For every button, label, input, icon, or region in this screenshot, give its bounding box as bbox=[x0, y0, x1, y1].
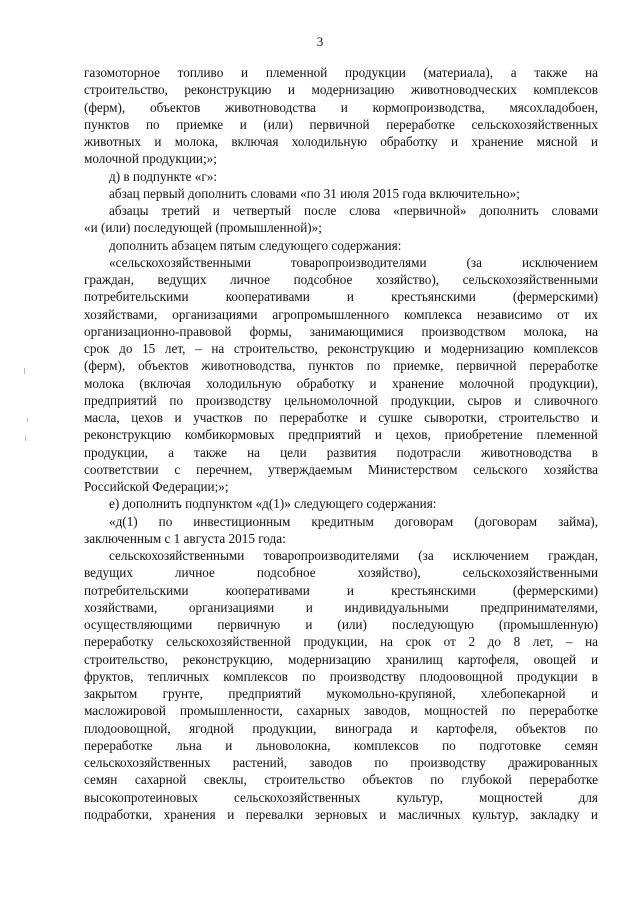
text-line: газомоторное топливо и племенной продукции (материала), а также на bbox=[84, 65, 598, 80]
text-line: «сельскохозяйственными товаропроизводителями (за исключением bbox=[109, 254, 598, 270]
text-line: продукции, а также на цели развития подотрасли животноводства в bbox=[84, 444, 598, 460]
text-line: сельскохозяйственных растений, заводов по производству дражированных bbox=[84, 755, 598, 770]
page-number: 3 bbox=[316, 34, 324, 49]
text-line: предприятий по производству цельномолочной продукции, сыров и сливочного bbox=[84, 392, 598, 408]
scan-margin-mark bbox=[27, 418, 28, 422]
text-line: высокопротеиновых сельскохозяйственных культур, мощностей для bbox=[84, 789, 598, 805]
text-line: соответствии с перечнем, утверждаемым Министерством сельского хозяйства bbox=[84, 461, 598, 477]
text-line: переработку сельскохозяйственной продукции, на срок от 2 до 8 лет, – на bbox=[84, 634, 598, 650]
document-body bbox=[84, 64, 598, 823]
text-line: дополнить абзацем пятым следующего содержания: bbox=[109, 237, 402, 253]
scan-margin-mark bbox=[25, 436, 26, 441]
scan-margin-mark bbox=[24, 368, 25, 374]
text-line: осуществляющими первичную и (или) последующую (промышленную) bbox=[84, 617, 598, 632]
text-line: животных и молока, включая холодильную обработку и хранение мясной и bbox=[84, 134, 598, 149]
text-line: потребительскими кооперативами и крестьянскими (фермерскими) bbox=[84, 582, 598, 598]
text-line: масложировой промышленности, сахарных заводов, мощностей по переработке bbox=[84, 703, 598, 719]
text-line: масла, цехов и участков по переработке и сушке сыворотки, строительство и bbox=[84, 410, 598, 425]
text-line: абзац первый дополнить словами «по 31 июля 2015 года включительно»; bbox=[109, 185, 520, 201]
text-line: граждан, ведущих личное подсобное хозяйство), сельскохозяйственными bbox=[84, 272, 598, 287]
text-line: организационно-правовой формы, занимающимися производством молока, на bbox=[84, 323, 598, 339]
text-line: срок до 15 лет, – на строительство, реконструкцию и модернизацию комплексов bbox=[84, 341, 598, 356]
text-line: ведущих личное подсобное хозяйство), сельскохозяйственными bbox=[84, 565, 598, 581]
text-line: реконструкцию комбикормовых предприятий и цехов, приобретение племенной bbox=[84, 427, 598, 443]
text-line: заключенным с 1 августа 2015 года: bbox=[84, 530, 286, 546]
text-line: строительство, реконструкцию и модернизацию животноводческих комплексов bbox=[84, 82, 598, 98]
text-line: абзацы третий и четвертый после слова «первичной» дополнить словами bbox=[109, 203, 598, 218]
text-line: переработке льна и льноволокна, комплексов по подготовке семян bbox=[84, 737, 598, 753]
text-line: «д(1) по инвестиционным кредитным договорам (договорам займа), bbox=[109, 513, 598, 529]
text-line: строительство, реконструкцию, модернизацию хранилищ картофеля, овощей и bbox=[84, 651, 598, 667]
text-line: семян сахарной свеклы, строительство объектов по глубокой переработке bbox=[84, 772, 598, 788]
text-line: «и (или) последующей (промышленной)»; bbox=[84, 220, 322, 236]
text-line: хозяйствами, организациями и индивидуальными предпринимателями, bbox=[84, 599, 598, 615]
text-line: хозяйствами, организациями агропромышленного комплекса независимо от их bbox=[84, 306, 598, 322]
text-line: пунктов по приемке и (или) первичной переработке сельскохозяйственных bbox=[84, 116, 598, 132]
text-line: д) в подпункте «г»: bbox=[109, 168, 218, 184]
text-line: сельскохозяйственными товаропроизводителями (за исключением граждан, bbox=[109, 548, 598, 563]
text-line: молока (включая холодильную обработку и хранение молочной продукции), bbox=[84, 375, 598, 391]
text-line: фруктов, тепличных комплексов по производству плодоовощной продукции в bbox=[84, 668, 598, 684]
text-line: (ферм), объектов животноводства, пунктов по приемке, первичной переработке bbox=[84, 358, 598, 374]
text-line: (ферм), объектов животноводства и кормопроизводства, мясохладобоен, bbox=[84, 99, 598, 115]
text-line: подработки, хранения и перевалки зерновых и масличных культур, закладку и bbox=[84, 806, 598, 822]
text-line: потребительскими кооперативами и крестьянскими (фермерскими) bbox=[84, 289, 598, 305]
text-line: плодоовощной, ягодной продукции, винограда и картофеля, объектов по bbox=[84, 720, 598, 736]
text-line: молочной продукции;»; bbox=[84, 151, 217, 167]
text-line: е) дополнить подпунктом «д(1)» следующего содержания: bbox=[109, 496, 437, 512]
text-line: Российской Федерации;»; bbox=[84, 479, 229, 494]
text-line: закрытом грунте, предприятий мукомольно-крупяной, хлебопекарной и bbox=[84, 686, 598, 701]
